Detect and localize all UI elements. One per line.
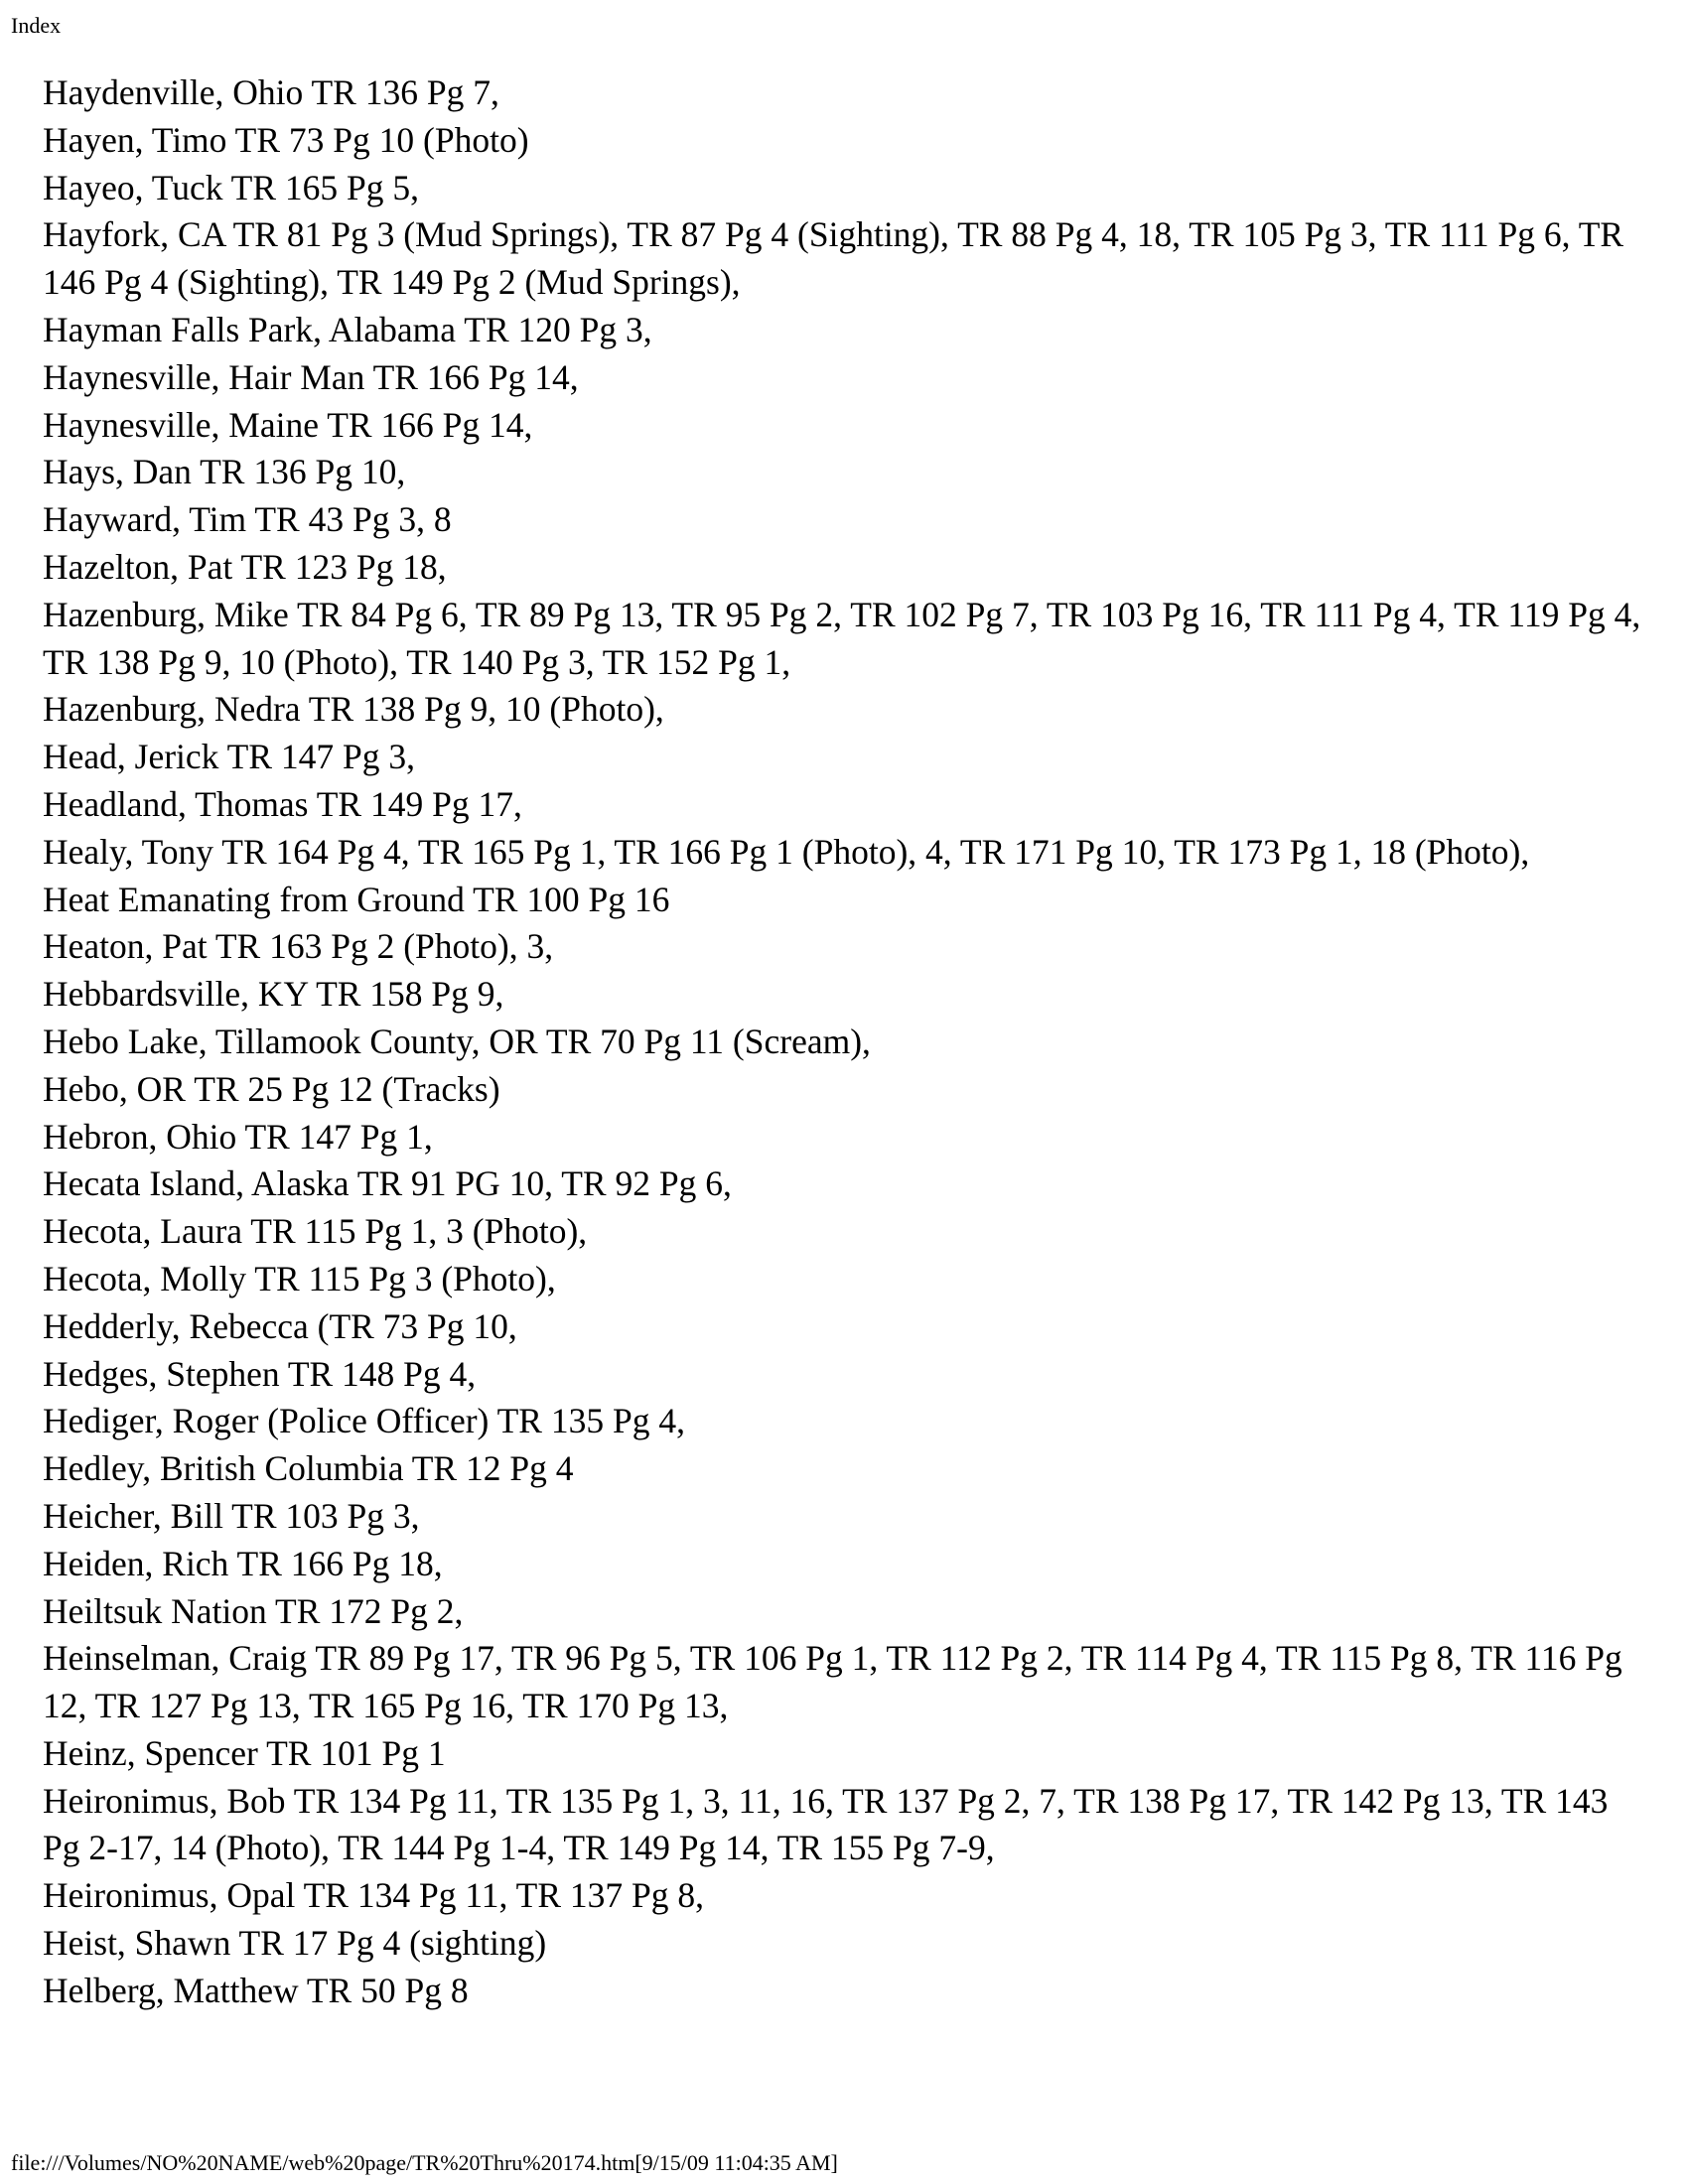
index-entry: Hebron, Ohio TR 147 Pg 1, — [43, 1116, 433, 1157]
index-entry: Hazelton, Pat TR 123 Pg 18, — [43, 546, 447, 587]
index-entry: Helberg, Matthew TR 50 Pg 8 — [43, 1970, 469, 2010]
index-entry: Haydenville, Ohio TR 136 Pg 7, — [43, 72, 499, 112]
index-entry: Hazenburg, Mike TR 84 Pg 6, TR 89 Pg 13, TR 95 Pg 2, TR 102 Pg 7, TR 103 Pg 16, TR 111 Pg 4, TR 119 Pg 4, TR 138 Pg 9, 10 (Photo), TR 140 Pg 3, TR 152 Pg 1, — [43, 594, 1641, 682]
index-entry: Hayman Falls Park, Alabama TR 120 Pg 3, — [43, 309, 652, 349]
index-entry: Haynesville, Hair Man TR 166 Pg 14, — [43, 356, 579, 397]
index-entry: Haynesville, Maine TR 166 Pg 14, — [43, 404, 533, 445]
index-entry: Hayfork, CA TR 81 Pg 3 (Mud Springs), TR 87 Pg 4 (Sighting), TR 88 Pg 4, 18, TR 105 Pg 3, TR 111 Pg 6, TR 146 Pg 4 (Sighting), TR 149 Pg 2 (Mud Springs), — [43, 214, 1624, 303]
index-entry: Heiden, Rich TR 166 Pg 18, — [43, 1543, 443, 1583]
index-entry: Heinselman, Craig TR 89 Pg 17, TR 96 Pg 5, TR 106 Pg 1, TR 112 Pg 2, TR 114 Pg 4, TR 115 Pg 8, TR 116 Pg 12, TR 127 Pg 13, TR 165 Pg 16, TR 170 Pg 13, — [43, 1638, 1622, 1726]
index-entry-list — [43, 69, 1651, 2015]
index-entry: Heiltsuk Nation TR 172 Pg 2, — [43, 1590, 464, 1631]
index-entry: Heironimus, Opal TR 134 Pg 11, TR 137 Pg 8, — [43, 1875, 704, 1916]
index-entry: Headland, Thomas TR 149 Pg 17, — [43, 783, 522, 824]
index-entry: Hecota, Molly TR 115 Pg 3 (Photo), — [43, 1258, 556, 1298]
print-footer-path: file:///Volumes/NO%20NAME/web%20page/TR%20Thru%20174.htm[9/15/09 11:04:35 AM] — [11, 2150, 838, 2175]
index-entry: Healy, Tony TR 164 Pg 4, TR 165 Pg 1, TR 166 Pg 1 (Photo), 4, TR 171 Pg 10, TR 173 Pg 1, 18 (Photo), — [43, 831, 1530, 872]
index-entry: Heist, Shawn TR 17 Pg 4 (sighting) — [43, 1923, 547, 1964]
index-entry: Hebo, OR TR 25 Pg 12 (Tracks) — [43, 1068, 500, 1109]
index-entry: Hedges, Stephen TR 148 Pg 4, — [43, 1353, 477, 1394]
index-entry: Hebbardsville, KY TR 158 Pg 9, — [43, 974, 504, 1015]
index-entry: Head, Jerick TR 147 Pg 3, — [43, 737, 416, 777]
index-entry: Hayeo, Tuck TR 165 Pg 5, — [43, 167, 420, 207]
index-entry: Heicher, Bill TR 103 Pg 3, — [43, 1495, 420, 1536]
index-entry: Hecata Island, Alaska TR 91 PG 10, TR 92 Pg 6, — [43, 1163, 732, 1204]
index-entry: Hayen, Timo TR 73 Pg 10 (Photo) — [43, 119, 529, 160]
index-entry: Heaton, Pat TR 163 Pg 2 (Photo), 3, — [43, 926, 554, 967]
index-entry: Hazenburg, Nedra TR 138 Pg 9, 10 (Photo), — [43, 689, 664, 730]
index-entry: Hayward, Tim TR 43 Pg 3, 8 — [43, 499, 452, 540]
index-entry: Hecota, Laura TR 115 Pg 1, 3 (Photo), — [43, 1211, 588, 1252]
index-entry: Hedley, British Columbia TR 12 Pg 4 — [43, 1448, 574, 1489]
print-header-title: Index — [11, 13, 62, 38]
index-entry: Heinz, Spencer TR 101 Pg 1 — [43, 1732, 446, 1773]
index-entry: Heironimus, Bob TR 134 Pg 11, TR 135 Pg 1, 3, 11, 16, TR 137 Pg 2, 7, TR 138 Pg 17, TR 142 Pg 13, TR 143 Pg 2-17, 14 (Photo), TR 144 Pg 1-4, TR 149 Pg 14, TR 155 Pg 7-9, — [43, 1780, 1609, 1868]
index-entry: Hedderly, Rebecca (TR 73 Pg 10, — [43, 1305, 517, 1346]
index-entry: Hays, Dan TR 136 Pg 10, — [43, 452, 406, 492]
index-entry: Heat Emanating from Ground TR 100 Pg 16 — [43, 879, 670, 919]
index-entry: Hediger, Roger (Police Officer) TR 135 Pg 4, — [43, 1401, 685, 1441]
index-entry: Hebo Lake, Tillamook County, OR TR 70 Pg 11 (Scream), — [43, 1021, 871, 1061]
